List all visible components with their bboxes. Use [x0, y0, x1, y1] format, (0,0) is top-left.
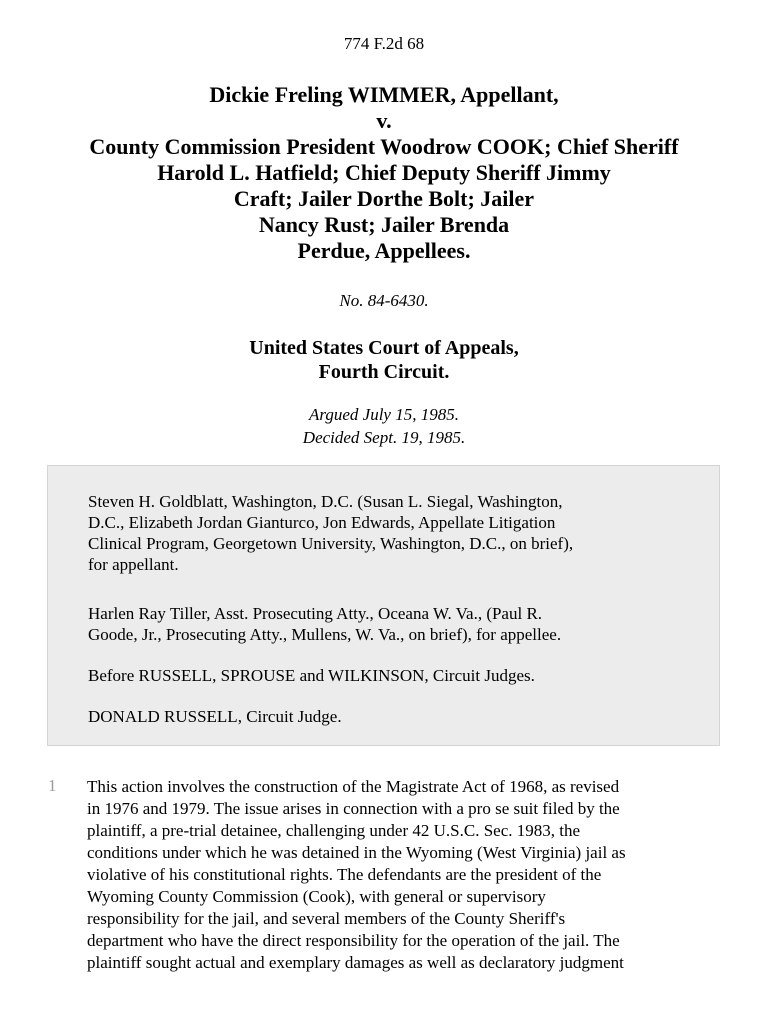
- case-citation: 774 F.2d 68: [343, 34, 425, 53]
- paragraph-line: department who have the direct responsibility for the operation of the jail. The: [87, 931, 620, 950]
- paragraph-line: This action involves the construction of the Magistrate Act of 1968, as revised: [87, 777, 620, 796]
- paragraph-line: Wyoming County Commission (Cook), with general or supervisory: [87, 887, 546, 906]
- case-title-line: Nancy Rust; Jailer Brenda: [258, 212, 510, 237]
- case-title-line: County Commission President Woodrow COOK; Chief Sheriff: [89, 134, 679, 159]
- paragraph-line: plaintiff, a pre-trial detainee, challenging under 42 U.S.C. Sec. 1983, the: [87, 821, 581, 840]
- opinion-paragraph: [87, 776, 626, 974]
- court-name: [0, 336, 768, 384]
- court-line: United States Court of Appeals,: [249, 337, 519, 359]
- appellant-counsel-line: for appellant.: [88, 555, 179, 574]
- case-title-line: Craft; Jailer Dorthe Bolt; Jailer: [233, 186, 535, 211]
- case-title-line: Perdue, Appellees.: [297, 238, 471, 263]
- case-title: [0, 82, 768, 264]
- paragraph-line: plaintiff sought actual and exemplary damages as well as declaratory judgment: [87, 953, 624, 972]
- opinion-author: DONALD RUSSELL, Circuit Judge.: [88, 707, 342, 726]
- docket-number: No. 84-6430.: [339, 291, 429, 310]
- argued-date: Argued July 15, 1985.: [309, 405, 459, 424]
- appellant-counsel: [88, 491, 573, 575]
- appellant-counsel-line: Clinical Program, Georgetown University, Washington, D.C., on brief),: [88, 534, 574, 553]
- case-dates: [0, 403, 768, 449]
- appellee-counsel-line: Goode, Jr., Prosecuting Atty., Mullens, W. Va., on brief), for appellee.: [88, 625, 562, 644]
- paragraph-line: violative of his constitutional rights. The defendants are the president of the: [87, 865, 602, 884]
- appellee-counsel: [88, 603, 561, 645]
- panel-judges: Before RUSSELL, SPROUSE and WILKINSON, Circuit Judges.: [88, 666, 535, 685]
- paragraph-line: in 1976 and 1979. The issue arises in connection with a pro se suit filed by the: [87, 799, 620, 818]
- paragraph-line: conditions under which he was detained in the Wyoming (West Virginia) jail as: [87, 843, 626, 862]
- case-title-line: Dickie Freling WIMMER, Appellant,: [209, 82, 559, 107]
- counsel-box: [47, 465, 720, 746]
- appellant-counsel-line: Steven H. Goldblatt, Washington, D.C. (Susan L. Siegal, Washington,: [88, 492, 563, 511]
- paragraph-line: responsibility for the jail, and several members of the County Sheriff's: [87, 909, 566, 928]
- appellee-counsel-line: Harlen Ray Tiller, Asst. Prosecuting Atty., Oceana W. Va., (Paul R.: [88, 604, 543, 623]
- court-line: Fourth Circuit.: [318, 361, 450, 383]
- case-title-line: Harold L. Hatfield; Chief Deputy Sheriff Jimmy: [157, 160, 611, 185]
- decided-date: Decided Sept. 19, 1985.: [302, 428, 466, 447]
- paragraph-number: 1: [48, 776, 57, 795]
- case-title-line: v.: [376, 108, 392, 133]
- appellant-counsel-line: D.C., Elizabeth Jordan Gianturco, Jon Edwards, Appellate Litigation: [88, 513, 556, 532]
